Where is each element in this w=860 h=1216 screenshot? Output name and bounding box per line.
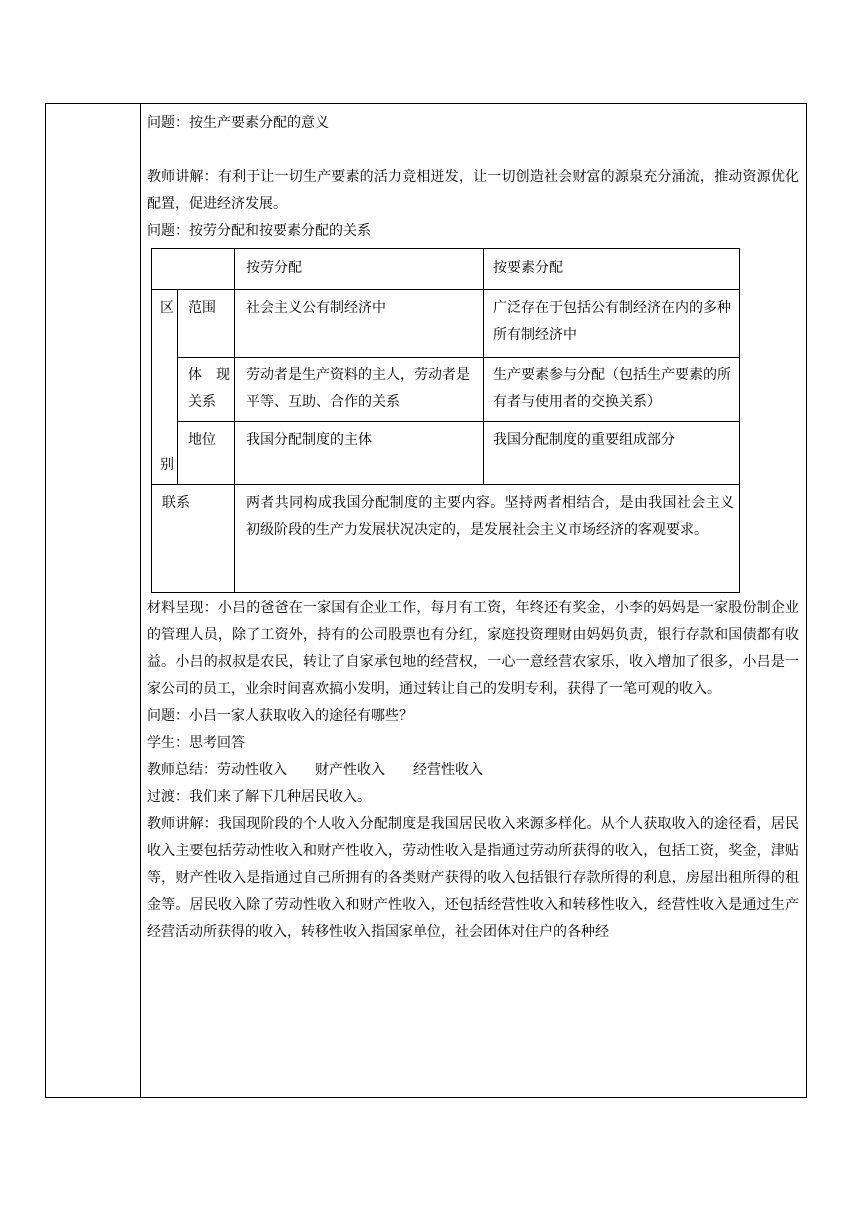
row-scope-factor: 广泛存在于包括公有制经济在内的多种所有制经济中 xyxy=(493,300,731,343)
material-presentation: 材料呈现：小吕的爸爸在一家国有企业工作，每月有工资，年终还有奖金，小李的妈妈是一家股份制企业的管理人员，除了工资外，持有的公司股票也有分红，家庭投资理财由妈妈负责，银行存款和国债都有收益。小吕的叔叔是农民，转让了自家承包地的经营权，一心一意经营农家乐，收入增加了很多，小吕是一家公司的员工，业余时间喜欢搞小发明，通过转让自己的发明专利，获得了一笔可观的收入。 xyxy=(147,600,799,697)
transition: 过渡：我们来了解下几种居民收入。 xyxy=(147,789,371,805)
left-column xyxy=(46,104,141,1097)
lesson-frame xyxy=(45,103,807,1098)
summary-item-property: 财产性收入 xyxy=(315,762,385,778)
row-status-label: 地位 xyxy=(188,432,216,448)
summary-item-labor: 劳动性收入 xyxy=(217,762,287,778)
comparison-table xyxy=(151,248,740,593)
row-relation-factor: 生产要素参与分配（包括生产要素的所有者与使用者的交换关系） xyxy=(493,367,731,410)
header-factor: 按要素分配 xyxy=(493,260,563,276)
question-2: 问题：按劳分配和按要素分配的关系 xyxy=(147,223,371,239)
summary-prefix: 教师总结： xyxy=(147,762,217,778)
question-1: 问题：按生产要素分配的意义 xyxy=(147,115,329,131)
row-scope-label: 范围 xyxy=(188,300,216,316)
diff-label-top: 区 xyxy=(160,300,174,316)
row-status-factor: 我国分配制度的重要组成部分 xyxy=(493,432,675,448)
lesson-content xyxy=(147,110,799,946)
student-response: 学生：思考回答 xyxy=(147,735,245,751)
row-relation-label: 体 现关系 xyxy=(188,367,230,410)
teacher-explanation-2: 教师讲解：我国现阶段的个人收入分配制度是我国居民收入来源多样化。从个人获取收入的途径看，居民收入主要包括劳动性收入和财产性收入，劳动性收入是指通过劳动所获得的收入，包括工资，奖金，津贴等，财产性收入是指通过自己所拥有的各类财产获得的收入包括银行存款所得的利息，房屋出租所得的租金等。居民收入除了劳动性收入和财产性收入，还包括经营性收入和转移性收入，经营性收入是通过生产经营活动所获得的收入，转移性收入指国家单位，社会团体对住户的各种经 xyxy=(147,816,799,940)
question-3: 问题：小吕一家人获取收入的途径有哪些？ xyxy=(147,708,413,724)
teacher-summary xyxy=(147,757,799,784)
link-text: 两者共同构成我国分配制度的主要内容。坚持两者相结合，是由我国社会主义初级阶段的生产力发展状况决定的，是发展社会主义市场经济的客观要求。 xyxy=(246,495,734,538)
link-label: 联系 xyxy=(162,495,190,511)
row-status-labor: 我国分配制度的主体 xyxy=(246,432,372,448)
row-relation-labor: 劳动者是生产资料的主人，劳动者是平等、互助、合作的关系 xyxy=(246,367,470,410)
header-labor: 按劳分配 xyxy=(246,260,302,276)
summary-item-business: 经营性收入 xyxy=(413,762,483,778)
diff-label-bottom: 别 xyxy=(160,457,174,473)
teacher-explanation-1: 教师讲解：有利于让一切生产要素的活力竞相迸发，让一切创造社会财富的源泉充分涌流，推动资源优化配置，促进经济发展。 xyxy=(147,169,799,212)
row-scope-labor: 社会主义公有制经济中 xyxy=(246,300,386,316)
